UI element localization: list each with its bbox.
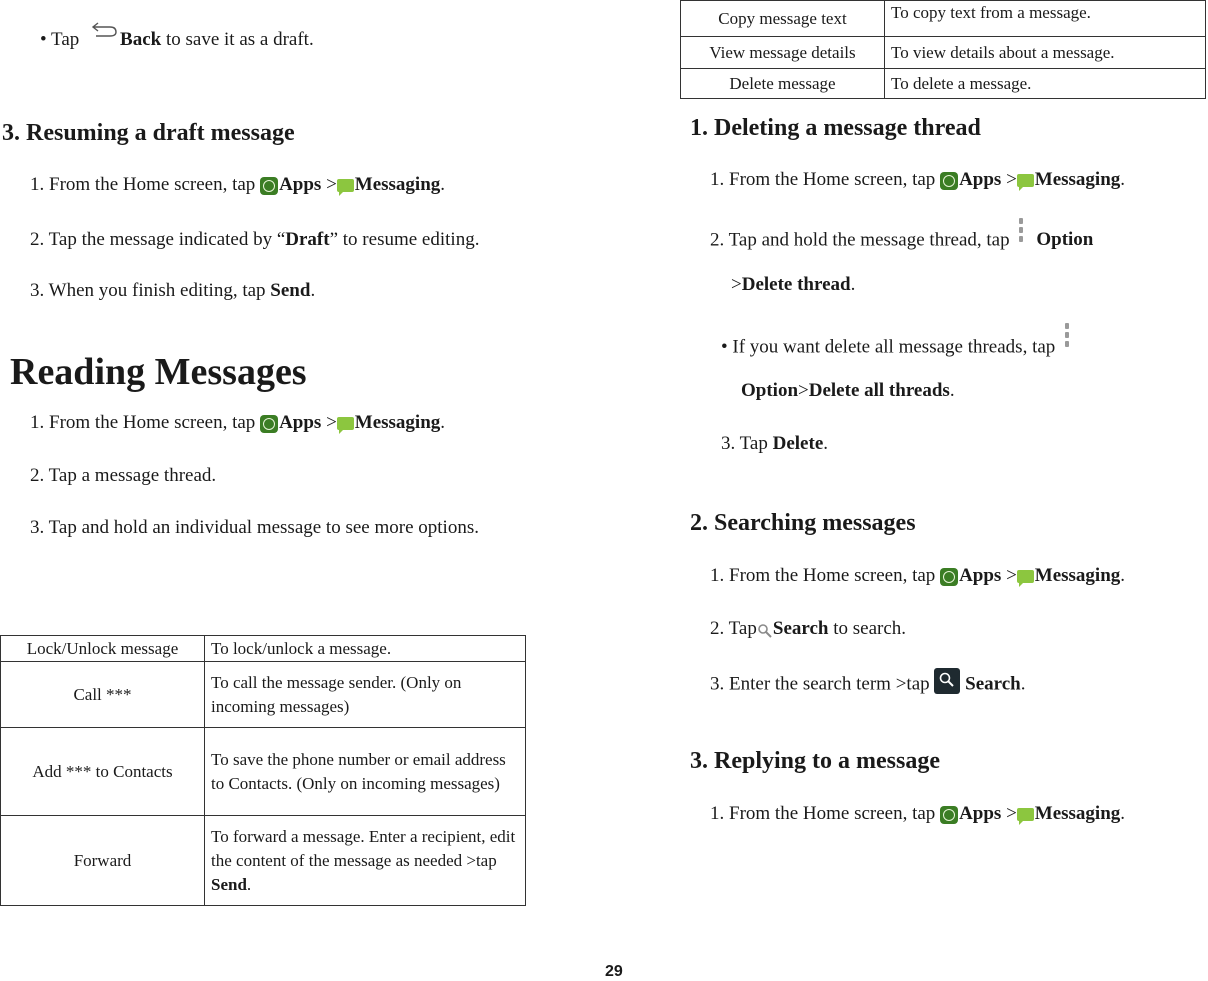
table-row <box>681 1 1206 37</box>
deleting-step-2: 2. Tap and hold the message thread, tap Option <box>710 228 1093 254</box>
table-row <box>1 636 526 662</box>
page-number: 29 <box>605 963 623 980</box>
searching-step-2: 2. Tap Search to search. <box>710 618 907 639</box>
searching-step-3: 3. Enter the search term >tap Search. <box>710 672 1025 698</box>
apps-icon <box>940 806 958 824</box>
description-cell: To save the phone number or email address to Contacts. (Only on incoming messages) <box>205 728 526 816</box>
messaging-icon <box>1017 808 1034 821</box>
replying-heading: 3. Replying to a message <box>690 748 940 774</box>
option-cell: Copy message text <box>681 1 885 37</box>
resume-step-3: 3. When you finish editing, tap Send. <box>30 280 316 301</box>
messaging-icon <box>1017 570 1034 583</box>
resume-step-1: 1. From the Home screen, tap Apps > Messaging. <box>30 174 446 195</box>
search-icon <box>934 668 960 694</box>
deleting-step-3: 3. Tap Delete. <box>721 433 829 454</box>
resume-step-2: 2. Tap the message indicated by “Draft” to resume editing. <box>30 229 480 250</box>
searching-step-1: 1. From the Home screen, tap Apps > Messaging. <box>710 565 1126 586</box>
reading-step-3: 3. Tap and hold an individual message to see more options. <box>30 517 479 538</box>
apps-icon <box>940 172 958 190</box>
description-cell: To forward a message. Enter a recipient, edit the content of the message as needed >tap Send. <box>205 816 526 906</box>
messaging-icon <box>1017 174 1034 187</box>
deleting-bullet-line2: Option>Delete all threads. <box>741 380 955 401</box>
deleting-bullet: • If you want delete all message threads, tap <box>721 335 1074 361</box>
description-cell: To lock/unlock a message. <box>205 636 526 662</box>
messaging-icon <box>337 179 354 192</box>
option-menu-icon <box>1064 323 1070 349</box>
apps-icon <box>940 568 958 586</box>
option-cell: Lock/Unlock message <box>1 636 205 662</box>
option-menu-icon <box>1018 218 1024 244</box>
reading-messages-heading: Reading Messages <box>10 351 307 393</box>
replying-step-1: 1. From the Home screen, tap Apps > Messaging. <box>710 803 1126 824</box>
reading-step-1: 1. From the Home screen, tap Apps > Messaging. <box>30 412 446 433</box>
back-icon <box>90 19 120 43</box>
reading-step-2: 2. Tap a message thread. <box>30 465 217 486</box>
option-cell: Delete message <box>681 69 885 99</box>
apps-icon <box>260 415 278 433</box>
deleting-heading: 1. Deleting a message thread <box>690 115 981 141</box>
message-options-table <box>0 635 526 906</box>
description-cell: To copy text from a message. <box>885 1 1206 37</box>
deleting-step-2-line2: >Delete thread. <box>731 274 856 295</box>
apps-icon <box>260 177 278 195</box>
table-row <box>1 662 526 728</box>
option-cell: Add *** to Contacts <box>1 728 205 816</box>
message-options-table-continued <box>680 0 1206 99</box>
searching-heading: 2. Searching messages <box>690 510 916 536</box>
table-row <box>681 37 1206 69</box>
description-cell: To view details about a message. <box>885 37 1206 69</box>
table-row <box>1 728 526 816</box>
option-cell: Call *** <box>1 662 205 728</box>
option-cell: View message details <box>681 37 885 69</box>
back-bullet: • Tap Back to save it as a draft. <box>40 28 314 53</box>
resume-draft-heading: 3. Resuming a draft message <box>2 120 295 146</box>
description-cell: To call the message sender. (Only on incoming messages) <box>205 662 526 728</box>
search-icon <box>757 622 773 638</box>
deleting-step-1: 1. From the Home screen, tap Apps > Messaging. <box>710 169 1126 190</box>
messaging-icon <box>337 417 354 430</box>
option-cell: Forward <box>1 816 205 906</box>
table-row <box>681 69 1206 99</box>
table-row <box>1 816 526 906</box>
description-cell: To delete a message. <box>885 69 1206 99</box>
